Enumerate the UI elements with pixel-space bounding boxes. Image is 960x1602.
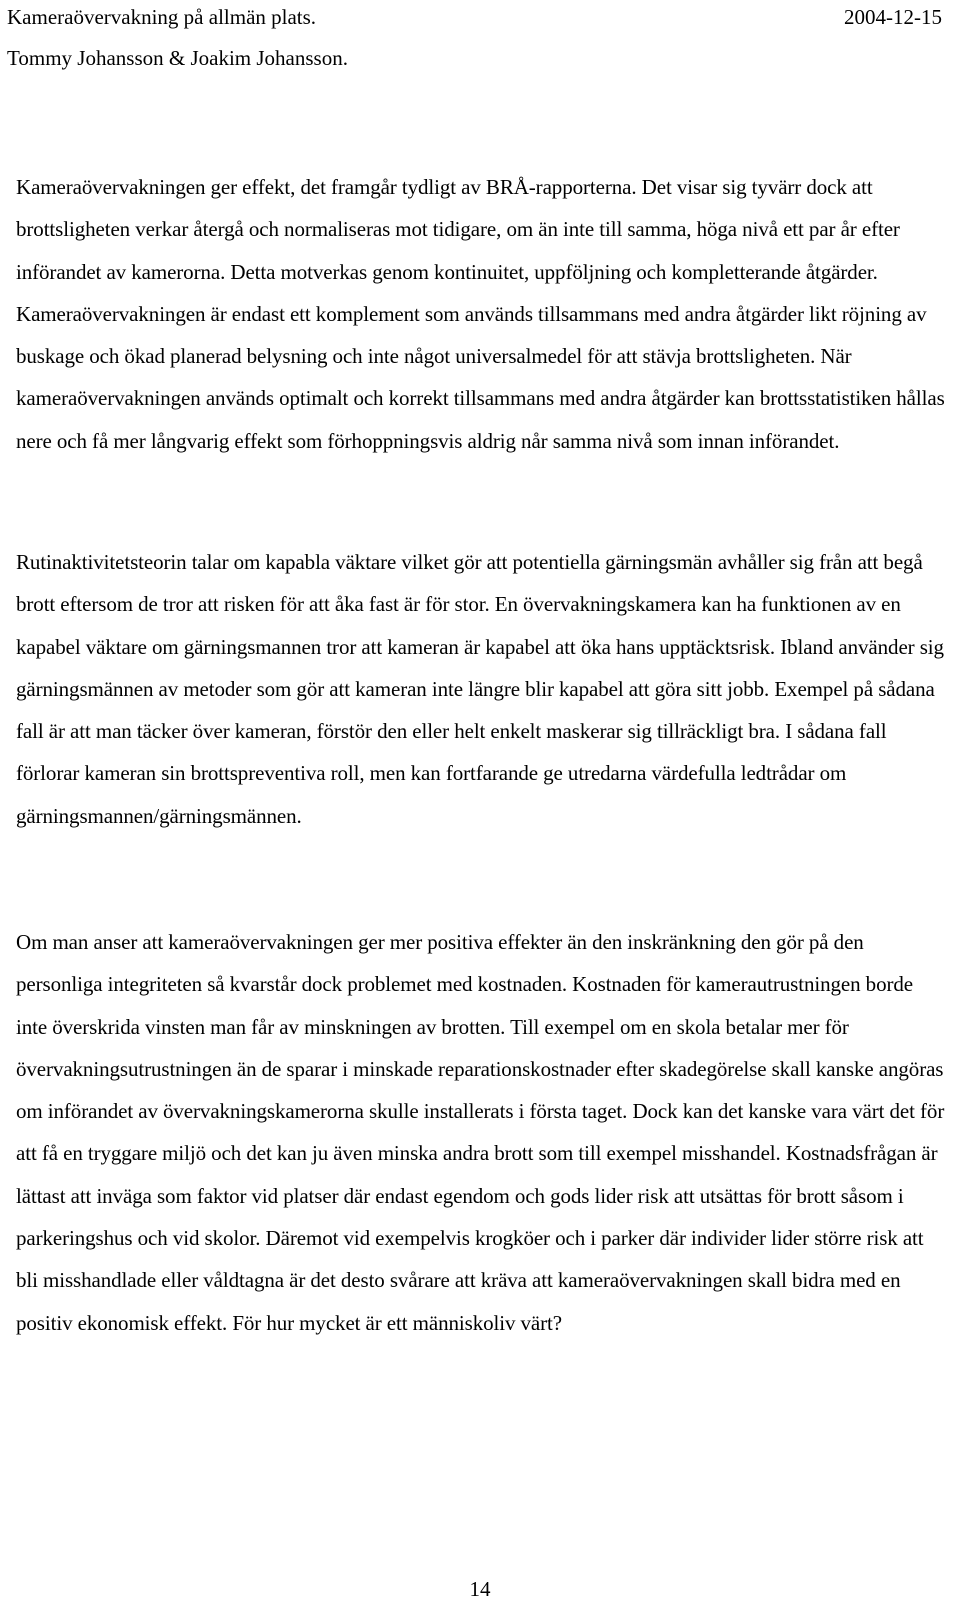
document-date: 2004-12-15: [844, 5, 942, 29]
page-number: 14: [469, 1577, 491, 1601]
body-paragraph-2: Rutinaktivitetsteorin talar om kapabla väktare vilket gör att potentiella gärningsmän avhåller sig från att begå brott eftersom de tror att risken för att åka fast är för stor. En övervakningskamera kan ha funktionen av en kapabel väktare om gärningsmannen tror att kameran är kapabel att öka hans upptäcktsrisk. Ibland använder sig gärningsmännen av metoder som gör att kameran inte längre blir kapabel att göra sitt jobb. Exempel på sådana fall är att man täcker över kameran, förstör den eller helt enkelt maskerar sig tillräckligt bra. I sådana fall förlorar kameran sin brottspreventiva roll, men kan fortfarande ge utredarna värdefulla ledtrådar om gärningsmannen/gärningsmännen.: [16, 550, 944, 828]
body-paragraph-3: Om man anser att kameraövervakningen ger mer positiva effekter än den inskränkning den gör på den personliga integriteten så kvarstår dock problemet med kostnaden. Kostnaden för kamerautrustningen borde inte överskrida vinsten man får av minskningen av brotten. Till exempel om en skola betalar mer för övervakningsutrustningen än de sparar i minskade reparationskostnader efter skadegörelse skall kanske angöras om införandet av övervakningskamerorna skulle installerats i första taget. Dock kan det kanske vara värt det för att få en tryggare miljö och det kan ju även minska andra brott som till exempel misshandel. Kostnadsfrågan är lättast att inväga som faktor vid platser där endast egendom och gods lider risk att utsättas för brott såsom i parkeringshus och vid skolor. Däremot vid exempelvis krogköer och i parker där individer lider större risk att bli misshandlade eller våldtagna är det desto svårare att kräva att kameraövervakningen skall bidra med en positiv ekonomisk effekt. För hur mycket är ett människoliv värt?: [16, 930, 945, 1335]
header-title-row: [7, 4, 942, 30]
header-authors-row: [7, 45, 942, 71]
body-paragraph-1: Kameraövervakningen ger effekt, det framgår tydligt av BRÅ-rapporterna. Det visar sig tyvärr dock att brottsligheten verkar återgå och normaliseras mot tidigare, om än inte till samma, höga nivå ett par år efter införandet av kamerorna. Detta motverkas genom kontinuitet, uppföljning och kompletterande åtgärder. Kameraövervakningen är endast ett komplement som används tillsammans med andra åtgärder likt röjning av buskage och ökad planerad belysning och inte något universalmedel för att stävja brottsligheten. När kameraövervakningen används optimalt och korrekt tillsammans med andra åtgärder kan brottsstatistiken hållas nere och få mer långvarig effekt som förhoppningsvis aldrig når samma nivå som innan införandet.: [16, 175, 945, 453]
document-title: Kameraövervakning på allmän plats.: [7, 5, 317, 29]
document-authors: Tommy Johansson & Joakim Johansson.: [7, 46, 348, 70]
